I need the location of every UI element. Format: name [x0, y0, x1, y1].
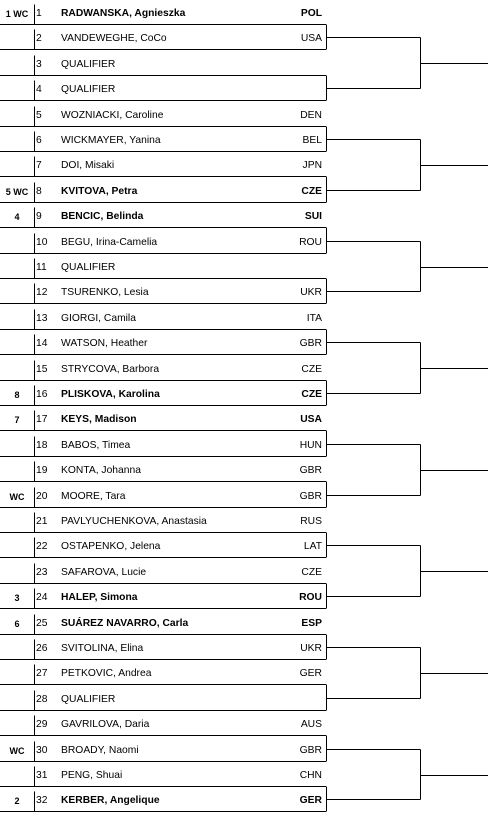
draw-entry: [0, 106, 326, 126]
draw-position: 1: [36, 8, 42, 19]
draw-position: 2: [36, 33, 42, 45]
draw-position: 23: [36, 566, 48, 578]
country-code: POL: [300, 8, 322, 19]
player-name: DOI, Misaki: [61, 160, 115, 172]
country-code: GER: [299, 668, 322, 680]
player-name: KERBER, Angelique: [61, 795, 160, 807]
country-code: BEL: [302, 135, 322, 146]
country-code: GBR: [299, 744, 322, 756]
draw-entry: [0, 283, 326, 303]
player-name: SUÁREZ NAVARRO, Carla: [61, 617, 189, 629]
country-code: CZE: [301, 185, 322, 197]
country-code: ESP: [301, 617, 322, 629]
draw-entry: [0, 233, 326, 253]
draw-entry: [0, 385, 326, 405]
country-code: GBR: [299, 338, 322, 350]
player-name: HALEP, Simona: [61, 592, 138, 604]
player-name: QUALIFIER: [61, 84, 116, 96]
player-name: QUALIFIER: [61, 262, 116, 273]
player-name: MOORE, Tara: [61, 490, 126, 502]
draw-entry: [0, 487, 326, 507]
draw-entry: [0, 766, 326, 786]
draw-entry: [0, 182, 326, 202]
player-name: RADWANSKA, Agnieszka: [61, 8, 186, 19]
draw-entry: [0, 258, 326, 278]
player-name: PETKOVIC, Andrea: [61, 668, 152, 680]
draw-entry: [0, 639, 326, 659]
draw-position: 8: [36, 185, 42, 197]
draw-position: 9: [36, 211, 42, 223]
draw-entry: [0, 4, 326, 24]
player-name: PLISKOVA, Karolina: [61, 389, 160, 400]
player-name: STRYCOVA, Barbora: [61, 363, 160, 375]
draw-entry: [0, 80, 326, 100]
draw-position: 29: [36, 719, 48, 731]
seed-label: 4: [14, 212, 20, 223]
draw-entry: [0, 512, 326, 532]
draw-position: 6: [36, 135, 42, 146]
player-name: SAFAROVA, Lucie: [61, 566, 147, 578]
draw-entry: [0, 664, 326, 684]
country-code: ROU: [299, 592, 322, 604]
player-name: BEGU, Irina-Camelia: [61, 236, 158, 248]
draw-position: 22: [36, 541, 48, 553]
country-code: USA: [300, 414, 322, 426]
draw-position: 14: [36, 338, 48, 350]
player-name: BENCIC, Belinda: [61, 211, 144, 223]
draw-position: 10: [36, 236, 48, 248]
player-name: QUALIFIER: [61, 58, 116, 70]
seed-label: 6: [14, 618, 20, 629]
draw-position: 3: [36, 58, 42, 70]
country-code: LAT: [303, 541, 322, 553]
draw-entry: [0, 791, 326, 811]
draw-position: 17: [36, 414, 48, 426]
country-code: JPN: [302, 160, 322, 172]
draw-position: 24: [36, 592, 48, 604]
country-code: UKR: [300, 643, 322, 654]
draw-position: 25: [36, 617, 48, 629]
draw-position: 4: [36, 84, 42, 96]
seed-label: 8: [14, 390, 20, 400]
draw-position: 26: [36, 643, 48, 654]
country-code: CZE: [301, 363, 322, 375]
player-name: QUALIFIER: [61, 693, 116, 705]
draw-position: 19: [36, 465, 48, 477]
draw-entry: [0, 309, 326, 329]
country-code: CHN: [299, 770, 322, 781]
player-name: WOZNIACKI, Caroline: [61, 109, 164, 121]
seed-label: WC: [9, 491, 25, 502]
draw-position: 18: [36, 439, 48, 451]
player-name: KEYS, Madison: [61, 414, 137, 426]
country-code: AUS: [300, 719, 322, 731]
draw-position: 16: [36, 389, 48, 400]
draw-entry: [0, 537, 326, 557]
draw-position: 27: [36, 668, 48, 680]
draw-entry: [0, 360, 326, 380]
draw-entry: [0, 334, 326, 354]
player-name: PAVLYUCHENKOVA, Anastasia: [61, 516, 207, 527]
player-name: GAVRILOVA, Daria: [61, 719, 150, 731]
draw-position: 15: [36, 363, 48, 375]
draw-entry: [0, 29, 326, 49]
seed-label: 1 WC: [5, 9, 29, 19]
player-name: WICKMAYER, Yanina: [61, 135, 161, 146]
seed-label: 3: [14, 593, 20, 604]
draw-position: 28: [36, 693, 48, 705]
player-name: OSTAPENKO, Jelena: [61, 541, 161, 553]
draw-entry: [0, 588, 326, 608]
country-code: GBR: [299, 490, 322, 502]
draw-entry: [0, 741, 326, 761]
country-code: GER: [299, 795, 322, 807]
draw-entry: [0, 690, 326, 710]
country-code: GBR: [299, 465, 322, 477]
draw-position: 31: [36, 770, 48, 781]
draw-position: 32: [36, 795, 48, 807]
draw-entry: [0, 156, 326, 176]
draw-position: 11: [36, 262, 47, 273]
draw-position: 12: [36, 287, 48, 299]
player-name: WATSON, Heather: [61, 338, 148, 350]
country-code: ROU: [299, 236, 322, 248]
country-code: RUS: [300, 516, 322, 527]
player-name: KONTA, Johanna: [61, 465, 141, 477]
draw-position: 30: [36, 744, 48, 756]
player-name: GIORGI, Camila: [61, 312, 136, 324]
draw-position: 21: [36, 516, 48, 527]
country-code: USA: [300, 33, 322, 45]
player-name: SVITOLINA, Elina: [61, 643, 144, 654]
player-name: PENG, Shuai: [61, 770, 123, 781]
draw-entry: [0, 410, 326, 430]
player-name: TSURENKO, Lesia: [61, 287, 149, 299]
seed-label: 7: [14, 415, 20, 426]
country-code: HUN: [299, 439, 322, 451]
player-name: BABOS, Timea: [61, 439, 131, 451]
country-code: CZE: [301, 566, 322, 578]
draw-entry: [0, 207, 326, 227]
draw-entry: [0, 715, 326, 735]
draw-entry: [0, 55, 326, 75]
country-code: CZE: [301, 389, 322, 400]
player-name: BROADY, Naomi: [61, 744, 139, 756]
country-code: UKR: [300, 287, 322, 299]
country-code: SUI: [304, 211, 322, 223]
seed-label: WC: [9, 745, 25, 756]
draw-entry: [0, 131, 326, 151]
draw-position: 20: [36, 490, 48, 502]
seed-label: 2: [14, 796, 20, 807]
draw-position: 7: [36, 160, 42, 172]
draw-entry: [0, 614, 326, 634]
player-name: VANDEWEGHE, CoCo: [61, 33, 167, 45]
draw-position: 13: [36, 312, 48, 324]
country-code: DEN: [300, 109, 322, 121]
draw-entry: [0, 436, 326, 456]
player-name: KVITOVA, Petra: [61, 185, 138, 197]
seed-label: 5 WC: [5, 186, 29, 197]
country-code: ITA: [306, 312, 322, 324]
draw-entry: [0, 563, 326, 583]
draw-position: 5: [36, 109, 42, 121]
draw-entry: [0, 461, 326, 481]
